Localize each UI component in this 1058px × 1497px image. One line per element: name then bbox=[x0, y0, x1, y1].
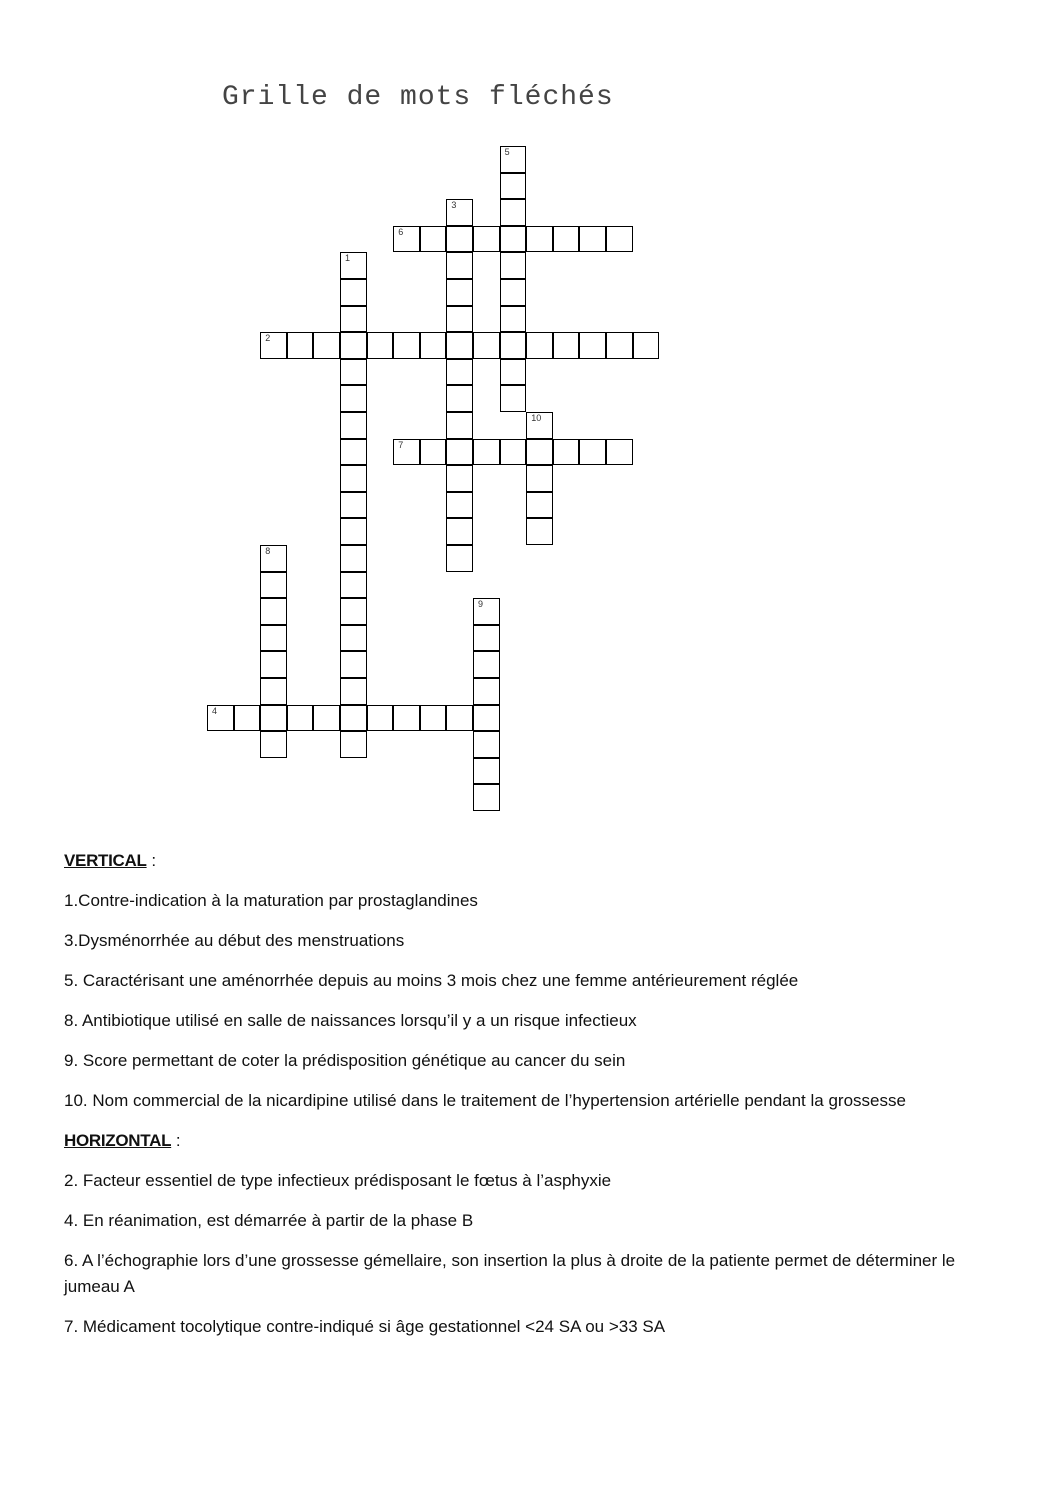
horizontal-heading bbox=[64, 1128, 1014, 1168]
grid-cell[interactable] bbox=[260, 332, 287, 359]
clue-number: 3 bbox=[451, 200, 457, 211]
grid-cell[interactable] bbox=[446, 306, 473, 333]
clue-number: 8 bbox=[265, 546, 271, 556]
horizontal-heading-suffix: : bbox=[171, 1131, 181, 1150]
grid-cell[interactable] bbox=[207, 705, 234, 732]
grid-cell[interactable] bbox=[393, 226, 420, 253]
grid-cell[interactable] bbox=[446, 412, 473, 439]
grid-cell[interactable] bbox=[234, 705, 261, 732]
clue-number: 10 bbox=[531, 413, 542, 423]
grid-cell[interactable] bbox=[446, 279, 473, 306]
grid-cell[interactable] bbox=[393, 332, 420, 359]
grid-cell[interactable] bbox=[260, 545, 287, 572]
vertical-clue-9: 9. Score permettant de coter la prédisposition génétique au cancer du sein bbox=[64, 1051, 626, 1070]
grid-cell[interactable] bbox=[260, 572, 287, 599]
grid-cell[interactable] bbox=[446, 199, 473, 226]
grid-cell[interactable] bbox=[473, 332, 500, 359]
grid-cell[interactable] bbox=[260, 625, 287, 652]
grid-cell[interactable] bbox=[473, 226, 500, 253]
grid-cell[interactable] bbox=[340, 572, 367, 599]
grid-cell[interactable] bbox=[340, 705, 367, 732]
grid-cell[interactable] bbox=[500, 226, 527, 253]
vertical-clue-3: 3.Dysménorrhée au début des menstruations bbox=[64, 931, 405, 950]
grid-cell[interactable] bbox=[526, 332, 553, 359]
grid-cell[interactable] bbox=[526, 465, 553, 492]
clue-number: 9 bbox=[478, 599, 484, 610]
grid-cell[interactable] bbox=[446, 518, 473, 545]
grid-cell[interactable] bbox=[473, 758, 500, 785]
grid-cell[interactable] bbox=[367, 332, 394, 359]
grid-cell[interactable] bbox=[340, 385, 367, 412]
grid-cell[interactable] bbox=[340, 279, 367, 306]
vertical-clue-8: 8. Antibiotique utilisé en salle de naissances lorsqu’il y a un risque infectieux bbox=[64, 1011, 637, 1030]
grid-cell[interactable] bbox=[473, 731, 500, 758]
grid-cell[interactable] bbox=[446, 252, 473, 279]
grid-cell[interactable] bbox=[420, 332, 447, 359]
grid-cell[interactable] bbox=[340, 651, 367, 678]
horizontal-heading-label: HORIZONTAL bbox=[64, 1131, 172, 1150]
grid-cell[interactable] bbox=[553, 226, 580, 253]
grid-cell[interactable] bbox=[500, 173, 527, 200]
vertical-clue-5: 5. Caractérisant une aménorrhée depuis au moins 3 mois chez une femme antérieurement réglée bbox=[64, 971, 799, 990]
grid-cell[interactable] bbox=[446, 439, 473, 466]
vertical-clue-1: 1.Contre-indication à la maturation par prostaglandines bbox=[64, 891, 478, 910]
horizontal-clue-2: 2. Facteur essentiel de type infectieux prédisposant le fœtus à l’asphyxie bbox=[64, 1171, 612, 1190]
grid-cell[interactable] bbox=[340, 598, 367, 625]
grid-cell[interactable] bbox=[500, 252, 527, 279]
grid-cell[interactable] bbox=[473, 678, 500, 705]
grid-cell[interactable] bbox=[340, 465, 367, 492]
grid-cell[interactable] bbox=[446, 226, 473, 253]
grid-cell[interactable] bbox=[446, 385, 473, 412]
grid-cell[interactable] bbox=[500, 199, 527, 226]
grid-cell[interactable] bbox=[340, 306, 367, 333]
grid-cell[interactable] bbox=[473, 598, 500, 625]
grid-cell[interactable] bbox=[579, 439, 606, 466]
grid-cell[interactable] bbox=[340, 678, 367, 705]
grid-cell[interactable] bbox=[526, 226, 553, 253]
grid-cell[interactable] bbox=[340, 518, 367, 545]
grid-cell[interactable] bbox=[420, 226, 447, 253]
grid-cell[interactable] bbox=[260, 678, 287, 705]
vertical-heading-label: VERTICAL bbox=[64, 851, 147, 870]
grid-cell[interactable] bbox=[340, 332, 367, 359]
grid-cell[interactable] bbox=[473, 651, 500, 678]
clues-section bbox=[64, 848, 1014, 1354]
grid-cell[interactable] bbox=[260, 705, 287, 732]
grid-cell[interactable] bbox=[446, 545, 473, 572]
grid-cell[interactable] bbox=[313, 332, 340, 359]
horizontal-clue-4: 4. En réanimation, est démarrée à partir de la phase B bbox=[64, 1211, 474, 1230]
grid-cell[interactable] bbox=[473, 784, 500, 811]
grid-cell[interactable] bbox=[367, 705, 394, 732]
grid-cell[interactable] bbox=[446, 359, 473, 386]
grid-cell[interactable] bbox=[340, 492, 367, 519]
grid-cell[interactable] bbox=[313, 705, 340, 732]
grid-cell[interactable] bbox=[446, 492, 473, 519]
grid-cell[interactable] bbox=[606, 226, 633, 253]
grid-cell[interactable] bbox=[446, 465, 473, 492]
grid-cell[interactable] bbox=[260, 598, 287, 625]
grid-cell[interactable] bbox=[340, 731, 367, 758]
grid-cell[interactable] bbox=[606, 332, 633, 359]
clue-number: 5 bbox=[504, 147, 510, 157]
clue-number: 2 bbox=[265, 333, 271, 344]
grid-cell[interactable] bbox=[340, 625, 367, 652]
grid-cell[interactable] bbox=[393, 705, 420, 732]
grid-cell[interactable] bbox=[500, 146, 527, 173]
grid-cell[interactable] bbox=[500, 385, 527, 412]
grid-cell[interactable] bbox=[340, 359, 367, 386]
grid-cell[interactable] bbox=[340, 545, 367, 572]
clue-number: 6 bbox=[398, 226, 404, 237]
vertical-heading-suffix: : bbox=[146, 851, 157, 870]
grid-cell[interactable] bbox=[287, 705, 314, 732]
grid-cell[interactable] bbox=[420, 439, 447, 466]
grid-cell[interactable] bbox=[287, 332, 314, 359]
grid-cell[interactable] bbox=[553, 332, 580, 359]
grid-cell[interactable] bbox=[500, 279, 527, 306]
grid-cell[interactable] bbox=[260, 651, 287, 678]
grid-cell[interactable] bbox=[579, 226, 606, 253]
grid-cell[interactable] bbox=[606, 439, 633, 466]
grid-cell[interactable] bbox=[340, 252, 367, 279]
clue-number: 7 bbox=[398, 439, 404, 450]
grid-cell[interactable] bbox=[446, 705, 473, 732]
grid-cell[interactable] bbox=[500, 439, 527, 466]
grid-cell[interactable] bbox=[500, 332, 527, 359]
clue-number: 1 bbox=[345, 253, 351, 264]
grid-cell[interactable] bbox=[260, 731, 287, 758]
vertical-heading bbox=[64, 848, 1014, 888]
clue-number: 4 bbox=[212, 705, 218, 716]
grid-cell[interactable] bbox=[633, 332, 660, 359]
page-title: Grille de mots fléchés bbox=[222, 82, 614, 113]
grid-cell[interactable] bbox=[526, 439, 553, 466]
grid-cell[interactable] bbox=[526, 518, 553, 545]
grid-cell[interactable] bbox=[579, 332, 606, 359]
grid-cell[interactable] bbox=[393, 439, 420, 466]
grid-cell[interactable] bbox=[526, 412, 553, 439]
grid-cell[interactable] bbox=[473, 439, 500, 466]
horizontal-clue-7: 7. Médicament tocolytique contre-indiqué si âge gestationnel <24 SA ou >33 SA bbox=[64, 1317, 666, 1336]
grid-cell[interactable] bbox=[340, 412, 367, 439]
grid-cell[interactable] bbox=[500, 359, 527, 386]
grid-cell[interactable] bbox=[420, 705, 447, 732]
grid-cell[interactable] bbox=[446, 332, 473, 359]
grid-cell[interactable] bbox=[526, 492, 553, 519]
grid-cell[interactable] bbox=[553, 439, 580, 466]
horizontal-clue-6: 6. A l’échographie lors d’une grossesse gémellaire, son insertion la plus à droite de la patiente permet de déterminer le jumeau A bbox=[64, 1251, 956, 1296]
grid-cell[interactable] bbox=[473, 705, 500, 732]
vertical-clue-10: 10. Nom commercial de la nicardipine utilisé dans le traitement de l’hypertension artérielle pendant la grossesse bbox=[64, 1091, 906, 1110]
grid-cell[interactable] bbox=[340, 439, 367, 466]
grid-cell[interactable] bbox=[500, 306, 527, 333]
grid-cell[interactable] bbox=[473, 625, 500, 652]
